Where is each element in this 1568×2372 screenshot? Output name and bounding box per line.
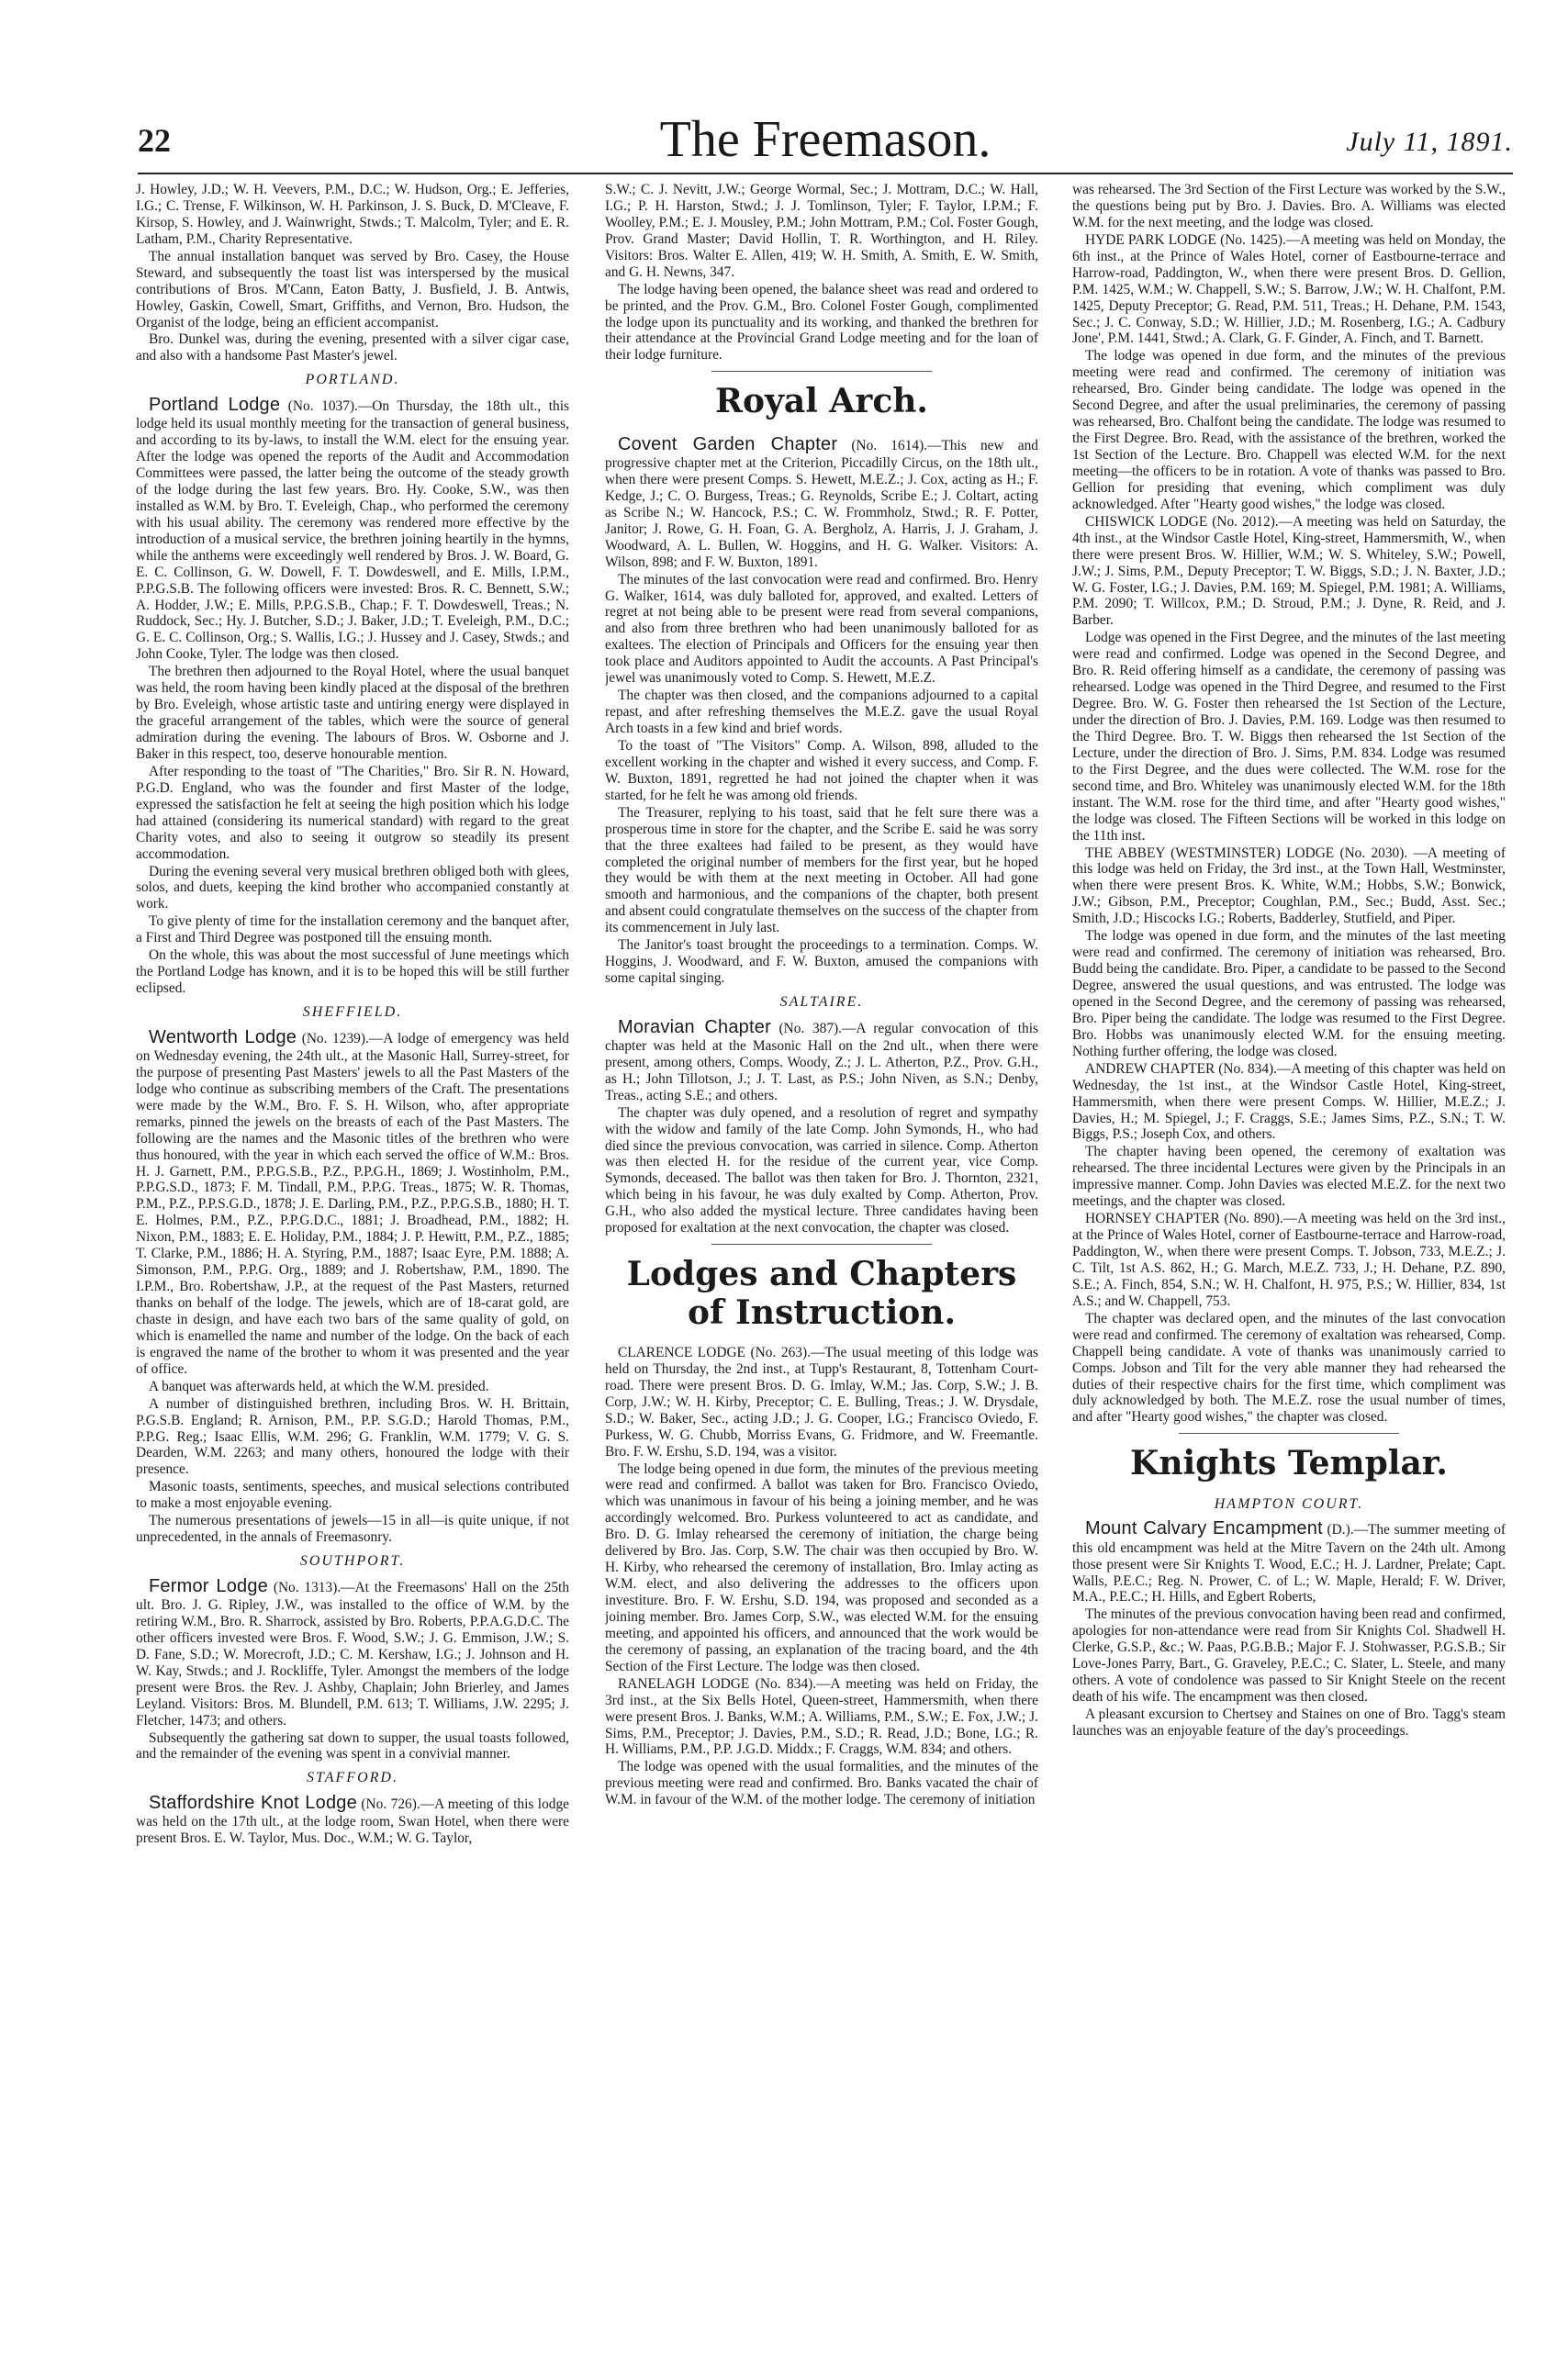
chapter-name: Moravian Chapter: [618, 1016, 771, 1037]
article-text: (No. 1614).—This new and progressive chapter met at the Criterion, Piccadilly Circus, on the 18th ult., when there were present Comps. S. Hewett, M.E.Z.; J. Cox, acting as H.; F. Kedge, J.; C. O. Burgess, Treas.; G. Reynolds, Scribe E.; J. Coltart, acting as Scribe N.; W. Hancock, P.S.; C. W. Frommholz, Stwd.; R. F. Potter, Janitor; J. Rowe, G. H. Foan, G. A. Bergholz, A. Harris, J. J. Graham, J. Woodward, A. L. Bullen, W. Hoggins, and H. G. Walker. Visitors: A. Wilson, 898; and F. W. Buxton, 1891.: [605, 437, 1038, 570]
paragraph: A number of distinguished brethren, including Bros. W. H. Brittain, P.G.S.B. England; R. Arnison, P.M., P.P. S.G.D.; Harold Thomas, P.M., P.P.G. Reg.; Isaac Ellis, W.M. 296; G. Franklin, W.M. 1779; V. G. S. Dearden, W.M. 2263; and many others, honoured the lodge with their presence.: [136, 1395, 569, 1478]
paragraph: To the toast of "The Visitors" Comp. A. Wilson, 898, alluded to the excellent working in the chapter and wished it every success, and Comp. F. W. Buxton, 1891, regretted he had not joined the chapter when it was started, for he felt he was among old friends.: [605, 737, 1038, 803]
paragraph: was rehearsed. The 3rd Section of the First Lecture was worked by the S.W., the questions being put by Bro. J. Davies. Bro. A. Williams was elected W.M. for the next meeting, and the lodge was closed.: [1072, 182, 1506, 230]
paragraph: A banquet was afterwards held, at which the W.M. presided.: [149, 1378, 489, 1394]
paragraph: The Janitor's toast brought the proceedings to a termination. Comps. W. Hoggins, J. Woodward, and F. W. Buxton, amused the companions with some capital singing.: [605, 937, 1038, 987]
place-heading: PORTLAND.: [305, 372, 400, 388]
header-rule: [138, 173, 1513, 174]
section-heading-royal-arch: Royal Arch.: [715, 382, 928, 421]
paragraph: The chapter was then closed, and the companions adjourned to a capital repast, and after refreshing themselves the M.E.Z. gave the usual Royal Arch toasts in a few kind and brief words.: [605, 688, 1038, 736]
section-divider: [1179, 1433, 1399, 1434]
paragraph: ANDREW CHAPTER (No. 834).—A meeting of this chapter was held on Wednesday, the 1st inst., at the Windsor Castle Hotel, King-street, Hammersmith, when there were present Comps. W. Hillier, M.E.Z.; J. Davies, H.; M. Spiegel, J.; F. Craggs, S.E.; James Sims, P.Z., S.N.; T. W. Biggs, P.S.; Joseph Cox, and others.: [1072, 1060, 1506, 1143]
paragraph: J. Howley, J.D.; W. H. Veevers, P.M., D.C.; W. Hudson, Org.; E. Jefferies, I.G.; C. Trense, F. Wilkinson, W. H. Parkinson, J. S. Buck, D. M'Cleave, F. Kirsop, S. Howley, and J. Wainwright, Stwds.; T. Malcolm, Tyler; and E. R. Latham, P.M., Charity Representative.: [136, 182, 569, 247]
column-3: [1072, 182, 1506, 2293]
masthead-title: The Freemason.: [659, 111, 991, 168]
place-heading: STAFFORD.: [307, 1770, 398, 1786]
section-heading-knights-templar: Knights Templar.: [1130, 1444, 1448, 1483]
paragraph: CHISWICK LODGE (No. 2012).—A meeting was held on Saturday, the 4th inst., at the Windsor Castle Hotel, King-street, Hammersmith, W., when there were present Bros. W. Hillier, W.M.; W. S. Whiteley, S.W.; Powell, J.W.; J. Sims, P.M., Deputy Preceptor; T. W. Biggs, S.D.; J. N. Baxter, J.D.; W. G. Foster, I.G.; J. Davies, P.M. 169; M. Spiegel, P.M. 1981; A. Williams, P.M. 2090; T. Willcox, P.M.; D. Stroud, P.M.; J. Dyne, R. Reid, and J. Barber.: [1072, 513, 1506, 629]
chapter-name: Covent Garden Chapter: [618, 433, 838, 454]
place-heading: SHEFFIELD.: [302, 1004, 403, 1021]
section-divider: [711, 1244, 932, 1245]
paragraph: After responding to the toast of "The Charities," Bro. Sir R. N. Howard, P.G.D. England, who was the founder and first Master of the lodge, expressed the satisfaction he felt at seeing the high position which his lodge had attained (considering its numerical standard) with regard to the great Charity votes, and also to seeing it outgrow so steadily its present accommodation.: [136, 763, 569, 862]
article-text: (No. 1037).—On Thursday, the 18th ult., this lodge held its usual monthly meeting for the transaction of general business, and according to its by-laws, to install the W.M. elect for the ensuing year. After the lodge was opened the reports of the Audit and Accommodation Committees were passed, the latter being the outcome of the steady growth of the lodge during the last few years. Bro. Hy. Cooke, S.W., was then installed as W.M. by Bro. T. Eveleigh, Chap., who performed the ceremony with his usual ability. The ceremony was rendered more effective by the introduction of a musical service, the brethren joining heartily in the hymns, while the anthems were exceedingly well rendered by Bros. J. W. Board, G. E. C. Collinson, G. W. Dowell, F. T. Dowdeswell, and E. Mills, I.P.M., P.P.G.S.B. The following officers were invested: Bros. R. C. Bennett, S.W.; A. Hodder, J.W.; E. Mills, P.P.G.S.B., Chap.; F. T. Dowdeswell, Treas.; N. Ruddock, Sec.; Hy. J. Butcher, S.D.; J. Baker, J.D.; T. Eveleigh, P.M., D.C.; G. E. C. Collinson, Org.; S. Wallis, I.G.; J. Hussey and J. Casey, Stwds.; and John Cooke, Tyler. The lodge was then closed.: [136, 397, 569, 663]
paragraph: A pleasant excursion to Chertsey and Staines on one of Bro. Tagg's steam launches was an enjoyable feature of the day's proceedings.: [1072, 1706, 1506, 1739]
lodge-name: Portland Lodge: [149, 394, 281, 415]
page-header: [138, 111, 1513, 168]
article-text: (No. 1239).—A lodge of emergency was held on Wednesday evening, the 24th ult., at the Masonic Hall, Surrey-street, for the purpose of presenting Past Masters' jewels to all the Past Masters of the lodge who continue as subscribing members of the Craft. The presentations were made by the W.M., Bro. F. S. H. Wilson, who, after appropriate remarks, pinned the jewels on the breasts of each of the Past Masters. The following are the names and the Masonic titles of the brethren who were thus honoured, with the year in which each served the office of W.M.: Bros. H. J. Garnett, P.M., P.P.G.S.B., P.Z., P.P.G.H., 1869; J. Wostinholm, P.M., P.P.G.S.D., 1873; F. M. Tindall, P.M., P.P.G. Treas., 1875; W. R. Thomas, P.M., P.Z., P.P.S.G.D., 1878; J. E. Darling, P.M., P.Z., P.P.G.S.B., 1880; H. T. E. Holmes, P.M., P.Z., P.P.G.D.C., 1881; J. Broadhead, P.M., 1882; H. Nixon, P.M., 1883; E. E. Holiday, P.M., 1884; J. P. Hewitt, P.M., P.Z., 1885; T. Clarke, P.M., 1886; H. A. Styring, P.M., 1887; Isaac Eyre, P.M. 1888; A. Simonson, P.M., P.P.G. Org., 1889; and J. Robertshaw, P.M., 1890. The I.P.M., Bro. Robertshaw, J.P., at the request of the Past Masters, returned thanks on behalf of the lodge. The jewels, which are of 18-carat gold, are chaste in design, and have each two bars of the same quality of gold, on which is enamelled the name and number of the lodge. On the back of each is engraved the name of the brother to whom it was presented and the year of office.: [136, 1030, 569, 1377]
encampment-name: Mount Calvary Encampment: [1085, 1518, 1323, 1539]
column-1: [136, 182, 569, 2344]
paragraph: The numerous presentations of jewels—15 in all—is quite unique, if not unprecedented, in the annals of Freemasonry.: [136, 1513, 569, 1546]
article-paragraph: [605, 1017, 1038, 1104]
lodge-name: Fermor Lodge: [149, 1575, 268, 1596]
paragraph: The chapter was duly opened, and a resolution of regret and sympathy with the widow and family of the late Comp. John Symonds, H., who had died since the previous convocation, was carried in silence. Comp. Atherton was then elected H. for the residue of the current year, vice Comp. Symonds, deceased. The ballot was then taken for Bro. J. Thornton, 2321, which being in his favour, he was duly exalted by Comp. Atherton, Prov. G.H., who also added the mystical lecture. Three candidates having been proposed for exaltation at the next convocation, the chapter was closed.: [605, 1104, 1038, 1236]
paragraph: The lodge was opened in due form, and the minutes of the previous meeting were read and confirmed. The ceremony of initiation was rehearsed, Bro. Ginder being candidate. The lodge was opened in the Second Degree, and after the usual preliminaries, the ceremony of passing was rehearsed, Bro. Chalfont being the candidate. The lodge was resumed to the First Degree. Bro. Read, with the assistance of the brethren, worked the 1st Section of the Lecture. Bro. Chappell was elected W.M. for the next meeting—the officers to be in rotation. A vote of thanks was passed to Bro. Gellion for presiding that evening, which compliment was duly acknowledged. After "Hearty good wishes," the lodge was closed.: [1072, 348, 1506, 512]
paragraph: The Treasurer, replying to his toast, said that he felt sure there was a prosperous time in store for the chapter, and the Scribe E. said he was sorry that the three exaltees had failed to be present, as they would have completed the original number of members for the first year, but he hoped they would be with them at the next meeting in October. All had gone smooth and harmonious, and the companions of the chapter, both present and absent could congratulate themselves on the success of the chapter from its commencement in July last.: [605, 804, 1038, 936]
paragraph: CLARENCE LODGE (No. 263).—The usual meeting of this lodge was held on Thursday, the 2nd inst., at Tupp's Restaurant, 8, Tottenham Court-road. There were present Bros. D. G. Imlay, W.M.; Jas. Corp, S.W.; J. B. Corp, J.W.; W. H. Kirby, Preceptor; C. E. Bulling, Treas.; J. W. Drysdale, S.D.; W. Baker, Sec., acting J.D.; J. G. Cooper, I.G.; Francisco Oviedo, F. Purkess, W. G. Chubb, Morriss Evans, G. Fridmore, and W. Freemantle. Bro. F. W. Ershu, S.D. 194, was a visitor.: [605, 1344, 1038, 1460]
article-paragraph: [1072, 1518, 1506, 1606]
article-text: (No. 1313).—At the Freemasons' Hall on the 25th ult. Bro. J. G. Ripley, J.W., was installed to the office of W.M. by the retiring W.M., Bro. R. Sharrock, assisted by Bro. Roberts, P.P.A.G.D.C. The other officers invested were Bros. F. Wood, S.W.; J. G. Emmison, J.W.; S. D. Fane, S.D.; W. Morecroft, J.D.; C. M. Kershaw, I.G.; J. Johnson and H. W. Kay, Stwds.; and J. Rockliffe, Tyler. Amongst the members of the lodge present were Bros. the Rev. J. Ashby, Chaplain; John Brierley, and James Leyland. Visitors: Bros. M. Blundell, P.M. 613; T. Williams, J.W. 2295; J. Fletcher, 1473; and others.: [136, 1579, 569, 1729]
paragraph: The chapter was declared open, and the minutes of the last convocation were read and confirmed. The ceremony of exaltation was rehearsed, Comp. Chappell being candidate. A vote of thanks was unanimously carried to Comps. Jobson and Tilt for the very able manner they had rehearsed the duties of their respective chairs for the first time, which compliment was duly acknowledged by both. The M.E.Z. rose the usual number of times, and after "Hearty good wishes," the chapter was closed.: [1072, 1310, 1506, 1426]
paragraph: Lodge was opened in the First Degree, and the minutes of the last meeting were read and confirmed. Lodge was opened in the Second Degree, and Bro. R. Reid offering himself as a candidate, the ceremony of passing was rehearsed. Lodge was opened in the Third Degree, and resumed to the First Degree. Bro. W. G. Foster then rehearsed the 1st Section of the Lecture, under the direction of Bro. J. Davies, P.M. 169. Lodge was then resumed to the Third Degree. Bro. T. W. Biggs then rehearsed the 1st Section of the Lecture, under the direction of Bro. J. Sims, P.M. 834. Lodge was resumed to the First Degree, and the dues were collected. The W.M. rose for the second time, and Bro. Whiteley was unanimously elected W.M. for the 18th instant. The W.M. rose for the third time, and after "Hearty good wishes," the lodge was closed. The Fifteen Sections will be worked in this lodge on the 11th inst.: [1072, 630, 1506, 844]
article-paragraph: [136, 1576, 569, 1729]
lodge-name: Wentworth Lodge: [149, 1026, 297, 1047]
lodge-name: Staffordshire Knot Lodge: [149, 1793, 357, 1814]
article-paragraph: [605, 434, 1038, 571]
paragraph: The lodge having been opened, the balance sheet was read and ordered to be printed, and the Prov. G.M., Bro. Colonel Foster Gough, complimented the lodge upon its punctuality and its working, and thanked the brethren for their attendance at the Provincial Grand Lodge meeting and for the loan of their lodge furniture.: [605, 281, 1038, 364]
place-heading: SOUTHPORT.: [299, 1553, 406, 1570]
place-heading: SALTAIRE.: [779, 994, 864, 1010]
issue-date: July 11, 1891.: [1346, 127, 1513, 157]
paragraph: The lodge was opened in due form, and the minutes of the last meeting were read and confirmed. The ceremony of initiation was rehearsed, Bro. Budd being the candidate. Bro. Piper, a candidate to be passed to the Second Degree, answered the usual questions, and was entrusted. The lodge was opened in the Second Degree, and the ceremony of passing was rehearsed, Bro. Piper being the candidate. The lodge was resumed to the First Degree. Bro. Hobbs was unanimously elected W.M. for the ensuing meeting. Nothing further offering, the lodge was closed.: [1072, 928, 1506, 1059]
paragraph: The minutes of the last convocation were read and confirmed. Bro. Henry G. Walker, 1614, was duly balloted for, approved, and exalted. Letters of regret at not being able to be present were read from several companions, and also from three brethren who had been unanimously balloted for as exaltees. The election of Principals and Officers for the ensuing year then took place and Auditors appointed to Audit the accounts. A Past Principal's jewel was unanimously voted to Comp. S. Hewett, M.E.Z.: [605, 571, 1038, 687]
paragraph: HORNSEY CHAPTER (No. 890).—A meeting was held on the 3rd inst., at the Prince of Wales Hotel, corner of Eastbourne-terrace and Harrow-road, Paddington, W., when there were present Comps. T. Jobson, 733, M.E.Z.; J. C. Tilt, 1st A.S. 862, H.; G. March, M.E.Z. 733, J.; H. Dehane, P.Z. 890, S.E.; A. Finch, 854, S.N.; W. H. Chalfont, H. 975, P.S.; W. Hillier, 834, 1st A.S.; and W. Chappell, 753.: [1072, 1211, 1506, 1309]
paragraph: The annual installation banquet was served by Bro. Casey, the House Steward, and subsequently the toast list was interspersed by the musical contributions of Bros. M'Cann, Eaton Batty, J. Busfield, J. B. Antwis, Howley, Gaskin, Cowell, Smart, Griffiths, and Vernon, Bro. Hudson, the Organist of the lodge, being an efficient accompanist.: [136, 248, 569, 330]
paragraph: The brethren then adjourned to the Royal Hotel, where the usual banquet was held, the room having been kindly placed at the disposal of the brethren by Bro. Eveleigh, whose artistic taste and untiring energy were displayed in the graceful arrangement of the tables, which were the source of general admiration during the evening. The labours of Bros. W. Osborne and J. Baker in this respect, too, deserve honourable mention.: [136, 664, 569, 762]
paragraph: The lodge was opened with the usual formalities, and the minutes of the previous meeting were read and confirmed. Bro. Banks vacated the chair of W.M. in favour of the W.M. of the mother lodge. The ceremony of initiation: [605, 1759, 1038, 1808]
paragraph: The minutes of the previous convocation having been read and confirmed, apologies for non-attendance were read from Sir Knights Col. Shadwell H. Clerke, G.S.P., &c.; W. Paas, P.G.B.B.; Major F. J. Stohwasser, P.G.S.B.; Sir Love-Jones Parry, Bart., G. Graveley, P.E.C.; C. Slater, L. Steele, and many others. A vote of condolence was passed to Sir Knight Steele on the recent death of his wife. The encampment was then closed.: [1072, 1606, 1506, 1706]
paragraph: Masonic toasts, sentiments, speeches, and musical selections contributed to make a most enjoyable evening.: [136, 1479, 569, 1512]
article-text: (D.).—The summer meeting of this old encampment was held at the Mitre Tavern on the 24th ult. Among those present were Sir Knights T. Wood, E.C.; H. J. Lardner, Prelate; Capt. Walls, P.E.C.; Reg. N. Prower, C. of L.; W. Maple, Herald; F. W. Driver, M.A., P.E.C.; H. Hills, and Egbert Roberts,: [1072, 1522, 1506, 1606]
paragraph: To give plenty of time for the installation ceremony and the banquet after, a First and Third Degree was postponed till the ensuing month.: [136, 913, 569, 946]
paragraph: THE ABBEY (WESTMINSTER) LODGE (No. 2030). —A meeting of this lodge was held on Friday, the 3rd inst., at the Town Hall, Westminster, when there were present Bros. K. White, W.M.; Hobbs, S.W.; Bonwick, J.W.; Gibson, P.M., Preceptor; Coughlan, P.M., Sec.; Budd, Asst. Sec.; Smith, J.D.; Hiscocks I.G.; Roberts, Badderley, Stutfield, and Piper.: [1072, 845, 1506, 927]
article-paragraph: [136, 1027, 569, 1378]
article-paragraph: [136, 1793, 569, 1847]
place-heading: HAMPTON COURT.: [1214, 1495, 1364, 1512]
paragraph: During the evening several very musical brethren obliged both with glees, solos, and duets, keeping the kind brother who accompanied constantly at work.: [136, 863, 569, 912]
article-text: (No. 387).—A regular convocation of this chapter was held at the Masonic Hall on the 2nd ult., when there were present, among others, Comps. Woody, Z.; J. L. Atherton, P.Z., Prov. G.H., as H.; John Tillotson, J.; J. T. Last, as P.S.; John Niven, as S.N.; Denby, Treas., acting S.E.; and others.: [605, 1020, 1038, 1103]
paragraph: Bro. Dunkel was, during the evening, presented with a silver cigar case, and also with a handsome Past Master's jewel.: [136, 331, 569, 364]
paragraph: RANELAGH LODGE (No. 834).—A meeting was held on Friday, the 3rd inst., at the Six Bells Hotel, Queen-street, Hammersmith, when there were present Bros. J. Banks, W.M.; A. Williams, P.M., S.W.; E. Fox, J.W.; J. Sims, P.M., Preceptor; J. Davies, P.M., S.D.; R. Read, J.D.; Bone, I.G.; R. H. Williams, P.M., P.P. J.G.D. Middx.; F. Craggs, W.M. 834; and others.: [605, 1675, 1038, 1758]
column-2: [605, 182, 1038, 2100]
article-paragraph: [136, 395, 569, 663]
paragraph: Subsequently the gathering sat down to supper, the usual toasts followed, and the remainder of the evening was spent in a convivial manner.: [136, 1729, 569, 1762]
paragraph: The chapter having been opened, the ceremony of exaltation was rehearsed. The three incidental Lectures were given by the Principals in an impressive manner. Comp. John Davies was elected M.E.Z. for the next two meetings, and the chapter was closed.: [1072, 1144, 1506, 1210]
paragraph: The lodge being opened in due form, the minutes of the previous meeting were read and confirmed. A ballot was taken for Bro. Francisco Oviedo, which was unanimous in favour of his being a joining member, and he was accordingly welcomed. Bro. Purkess volunteered to act as candidate, and Bro. D. G. Imlay rehearsed the ceremony of initiation, the charge being delivered by Bro. Jas. Corp, S.W. The chair was then occupied by Bro. W. H. Kirby, who rehearsed the ceremony of installation, Bro. Imlay acting as W.M. elect, and also delivering the addresses to the officers upon investiture. Bro. F. W. Ershu, S.D. 194, was proposed and seconded as a joining member. Bro. James Corp, S.W., was elected W.M. for the ensuing meeting, and appointed his officers, and announced that the work would be the ceremony of passing, an explanation of the tracing board, and the 4th Section of the First Lecture. The lodge was then closed.: [605, 1460, 1038, 1674]
section-heading-instruction: Lodges and Chapters of Instruction.: [626, 1255, 1017, 1332]
section-divider: [711, 371, 932, 372]
paragraph: S.W.; C. J. Nevitt, J.W.; George Wormal, Sec.; J. Mottram, D.C.; W. Hall, I.G.; P. H. Harston, Stwd.; J. J. Tomlinson, Tyler; F. Taylor, I.P.M.; F. Woolley, P.M.; E. J. Mousley, P.M.; John Mottram, P.M.; Col. Foster Gough, Prov. Grand Master; David Hollin, T. R. Worthington, and H. Riley. Visitors: Bros. Walter E. Allen, 419; W. H. Smith, A. Smith, E. W. Smith, and G. H. Newns, 347.: [605, 182, 1038, 280]
article-text: (No. 726).—A meeting of this lodge was held on the 17th ult., at the lodge room, Swan Hotel, when there were present Bros. E. W. Taylor, Mus. Doc., W.M.; W. G. Taylor,: [136, 1796, 569, 1847]
paragraph: On the whole, this was about the most successful of June meetings which the Portland Lodge has known, and it is to be hoped this will be still further eclipsed.: [136, 947, 569, 997]
page-number: 22: [138, 122, 171, 159]
paragraph: HYDE PARK LODGE (No. 1425).—A meeting was held on Monday, the 6th inst., at the Prince of Wales Hotel, corner of Eastbourne-terrace and Harrow-road, Paddington, W., when there were present Bros. D. Gellion, P.M. 1425, W.M.; W. Chappell, S.W.; S. Barrow, J.W.; W. H. Chalfont, P.M. 1425, Deputy Preceptor; G. Read, P.M. 511, Treas.; H. Dehane, P.M. 1543, Sec.; J. C. Conway, S.D.; W. Hillier, J.D.; M. Rosenberg, I.G.; A. Cadbury Jone', P.M. 1441, Stwd.; A. Clark, G. F. Ginder, A. Finch, and T. Barnett.: [1072, 231, 1506, 347]
